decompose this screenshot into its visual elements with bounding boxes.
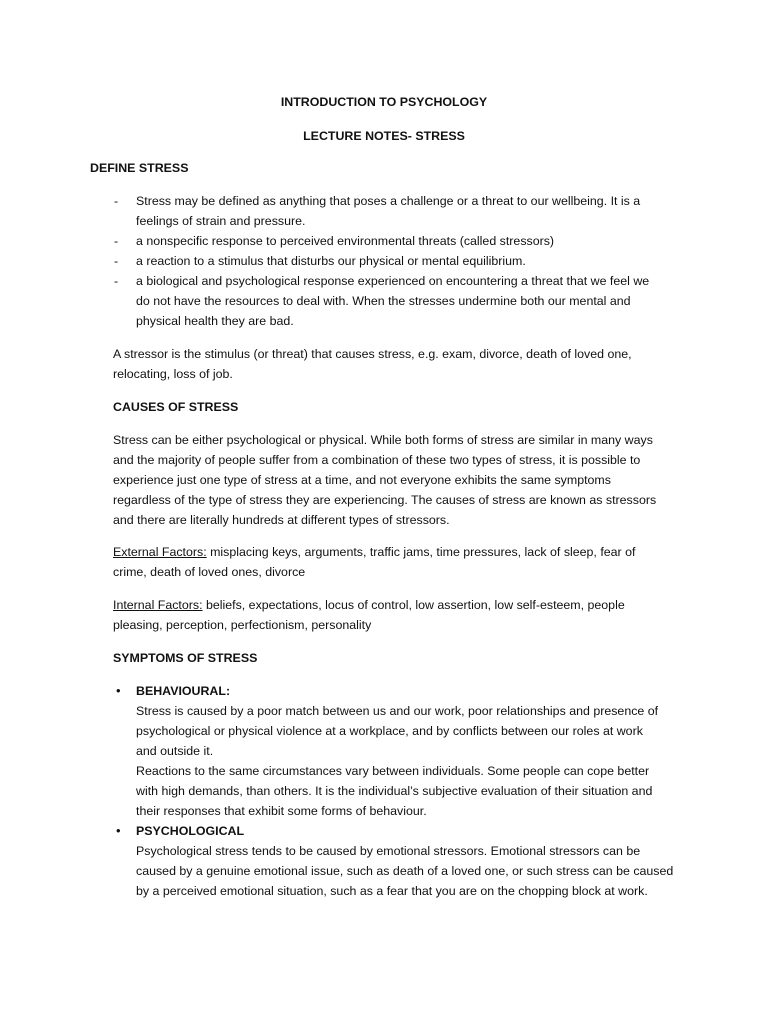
paragraph-line: experience just one type of stress at a time, and not everyone exhibits the same symptoms xyxy=(113,473,611,487)
paragraph-line: Psychological stress tends to be caused by emotional stressors. Emotional stressors can be xyxy=(136,844,641,858)
subheading-behavioural: BEHAVIOURAL: xyxy=(136,684,231,698)
document-subtitle: LECTURE NOTES- STRESS xyxy=(303,129,465,143)
list-item-line: do not have the resources to deal with. When the stresses undermine both our mental and xyxy=(136,294,631,308)
list-dash: - xyxy=(114,274,119,288)
paragraph-line: by a perceived emotional situation, such as a fear that you are on the chopping block at work. xyxy=(136,884,648,898)
list-item-line: Stress may be defined as anything that poses a challenge or a threat to our wellbeing. It is a xyxy=(136,194,641,208)
paragraph-line: and outside it. xyxy=(136,744,214,758)
internal-factors-text: beliefs, expectations, locus of control, low assertion, low self-esteem, people xyxy=(202,598,625,612)
internal-factors-line xyxy=(113,597,625,613)
list-item-line: physical health they are bad. xyxy=(136,314,294,328)
list-dash: - xyxy=(114,234,119,248)
internal-factors-label: Internal Factors: xyxy=(113,598,203,612)
bullet-icon: • xyxy=(116,823,121,838)
section-heading-symptoms: SYMPTOMS OF STRESS xyxy=(113,651,258,665)
list-item-line: a reaction to a stimulus that disturbs our physical or mental equilibrium. xyxy=(136,254,526,268)
bullet-icon: • xyxy=(116,683,121,698)
list-item-line: feelings of strain and pressure. xyxy=(136,214,306,228)
external-factors-line xyxy=(113,544,635,560)
paragraph-line: crime, death of loved ones, divorce xyxy=(113,565,306,579)
paragraph-line: Stress is caused by a poor match between us and our work, poor relationships and presence of xyxy=(136,704,659,718)
paragraph-line: relocating, loss of job. xyxy=(113,367,233,381)
external-factors-text: misplacing keys, arguments, traffic jams, time pressures, lack of sleep, fear of xyxy=(206,545,636,559)
paragraph-line: and there are literally hundreds at different types of stressors. xyxy=(113,513,450,527)
paragraph-line: A stressor is the stimulus (or threat) that causes stress, e.g. exam, divorce, death of loved one, xyxy=(113,347,632,361)
paragraph-line: and the majority of people suffer from a combination of these two types of stress, it is possible to xyxy=(113,453,641,467)
external-factors-label: External Factors: xyxy=(113,545,207,559)
paragraph-line: Reactions to the same circumstances vary between individuals. Some people can cope better xyxy=(136,764,650,778)
section-heading-define: DEFINE STRESS xyxy=(90,161,189,175)
list-dash: - xyxy=(114,194,119,208)
list-dash: - xyxy=(114,254,119,268)
list-item-line: a biological and psychological response experienced on encountering a threat that we feel we xyxy=(136,274,650,288)
paragraph-line: pleasing, perception, perfectionism, personality xyxy=(113,618,372,632)
section-heading-causes: CAUSES OF STRESS xyxy=(113,400,239,414)
list-item-line: a nonspecific response to perceived environmental threats (called stressors) xyxy=(136,234,555,248)
paragraph-line: with high demands, than others. It is the individual’s subjective evaluation of their situation and xyxy=(136,784,653,798)
document-title: INTRODUCTION TO PSYCHOLOGY xyxy=(280,95,488,109)
paragraph-line: their responses that exhibit some forms of behaviour. xyxy=(136,804,427,818)
paragraph-line: regardless of the type of stress they are experiencing. The causes of stress are known as stressors xyxy=(113,493,657,507)
paragraph-line: caused by a genuine emotional issue, such as death of a loved one, or such stress can be caused xyxy=(136,864,674,878)
subheading-psychological: PSYCHOLOGICAL xyxy=(136,824,245,838)
paragraph-line: Stress can be either psychological or physical. While both forms of stress are similar in many ways xyxy=(113,433,653,447)
paragraph-line: psychological or physical violence at a workplace, and by conflicts between our roles at work xyxy=(136,724,643,738)
